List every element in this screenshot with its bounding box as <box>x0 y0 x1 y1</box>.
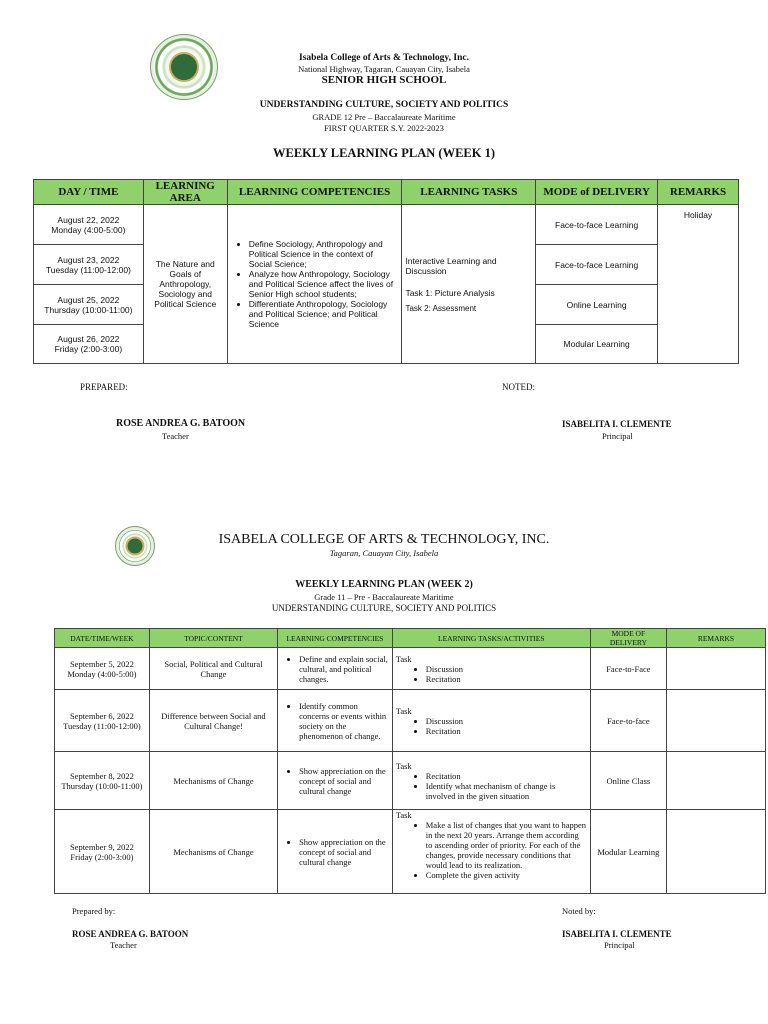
task-2: Task 2: Assessment <box>405 303 477 313</box>
teacher-name: ROSE ANDREA G. BATOON <box>116 418 246 429</box>
header-competencies: LEARNING COMPETENCIES <box>278 629 393 648</box>
task-1: Task 1: Picture Analysis <box>405 287 495 298</box>
principal-name: ISABELITA I. CLEMENTE <box>562 419 672 429</box>
plan-title: WEEKLY LEARNING PLAN (WEEK 1) <box>272 146 496 160</box>
date: September 9, 2022 <box>69 841 134 852</box>
time: Tuesday (11:00-12:00) <box>63 720 141 731</box>
competency-item: • Differentiate Anthropology, Sociology and Political Science; and Political Science <box>249 299 399 329</box>
task-item: • Recitation <box>426 674 587 684</box>
header-date-time: DATE/TIME/WEEK <box>55 629 150 648</box>
subject-title: UNDERSTANDING CULTURE, SOCIETY AND POLITICS <box>271 603 497 613</box>
time: Friday (2:00-3:00) <box>70 851 134 862</box>
date-cell <box>34 325 144 364</box>
weekly-plan-table <box>54 628 766 894</box>
task-label: Task <box>395 760 412 771</box>
tasks-cell <box>392 648 590 690</box>
date: September 5, 2022 <box>69 658 134 669</box>
topic-cell: Social, Political and Cultural Change <box>149 648 277 690</box>
header-topic: TOPIC/CONTENT <box>149 629 277 648</box>
teacher-role: Teacher <box>110 940 137 950</box>
subject-title: UNDERSTANDING CULTURE, SOCIETY AND POLITICS <box>259 100 509 110</box>
date: August 23, 2022 <box>57 254 120 265</box>
date: September 8, 2022 <box>69 770 134 781</box>
header-competencies: LEARNING COMPETENCIES <box>227 180 402 205</box>
date-cell <box>34 205 144 245</box>
grade-level: GRADE 12 Pre – Baccalaureate Maritime <box>312 112 456 122</box>
task-item: • Complete the given activity <box>426 870 587 880</box>
header-mode: MODE OF DELIVERY <box>590 629 666 648</box>
task-label: Task <box>395 810 412 820</box>
mode-cell: Modular Learning <box>536 325 658 364</box>
mode-cell: Online Learning <box>536 285 658 325</box>
header-remarks: REMARKS <box>658 180 739 205</box>
mode-cell: Face-to-Face <box>590 648 666 690</box>
time: Tuesday (11:00-12:00) <box>45 264 131 275</box>
noted-label: Noted by: <box>562 906 596 916</box>
principal-role: Principal <box>602 431 633 441</box>
competencies-cell <box>227 205 402 364</box>
competency-item: • Show appreciation on the concept of social and cultural change <box>299 837 389 867</box>
task-item: • Recitation <box>426 771 587 781</box>
date-cell <box>55 752 150 810</box>
date-cell <box>55 648 150 690</box>
time: Friday (2:00-3:00) <box>54 344 123 354</box>
department: SENIOR HIGH SCHOOL <box>321 74 447 86</box>
task-label: Task <box>395 653 412 664</box>
time: Monday (4:00-5:00) <box>67 668 137 679</box>
competency-cell <box>278 810 393 894</box>
header-learning-area: LEARNING AREA <box>143 180 227 205</box>
remarks-cell <box>666 752 765 810</box>
date-cell <box>55 690 150 752</box>
mode-cell: Face-to-face Learning <box>536 205 658 245</box>
quarter: FIRST QUARTER S.Y. 2022-2023 <box>324 123 444 133</box>
topic-cell: Difference between Social and Cultural Change! <box>149 690 277 752</box>
competency-cell <box>278 752 393 810</box>
weekly-plan-table <box>33 179 739 364</box>
teacher-name: ROSE ANDREA G. BATOON <box>72 929 189 939</box>
header-mode: MODE of DELIVERY <box>536 180 658 205</box>
competency-item: • Define Sociology, Anthropology and Political Science in the context of Social Science; <box>249 239 399 269</box>
header-tasks: LEARNING TASKS <box>402 180 536 205</box>
remarks-cell <box>666 690 765 752</box>
tasks-cell <box>392 690 590 752</box>
task-item: • Discussion <box>426 716 587 726</box>
mode-cell: Face-to-face <box>590 690 666 752</box>
remarks-cell <box>666 810 765 894</box>
date: August 25, 2022 <box>57 294 120 305</box>
mode-cell: Modular Learning <box>590 810 666 894</box>
competency-item: • Analyze how Anthropology, Sociology and Political Science affect the lives of Senior High school students; <box>249 269 399 299</box>
grade-level: Grade 11 – Pre - Baccalaureate Maritime <box>314 592 454 602</box>
header-remarks: REMARKS <box>666 629 765 648</box>
competency-item: • Show appreciation on the concept of social and cultural change <box>299 766 389 796</box>
time: Thursday (10:00-11:00) <box>44 304 133 315</box>
noted-label: NOTED: <box>502 382 535 392</box>
date: August 22, 2022 <box>57 214 120 225</box>
date-cell <box>34 285 144 325</box>
plan-title: WEEKLY LEARNING PLAN (WEEK 2) <box>295 579 473 590</box>
date-cell <box>34 245 144 285</box>
task-intro: Interactive Learning and Discussion <box>405 255 497 276</box>
competency-item: • Identify common concerns or events within society on the phenomenon of change. <box>299 701 389 741</box>
prepared-label: PREPARED: <box>80 382 128 392</box>
header-day-time: DAY / TIME <box>34 180 144 205</box>
principal-role: Principal <box>604 940 635 950</box>
prepared-label: Prepared by: <box>72 906 116 916</box>
tasks-cell <box>392 752 590 810</box>
header-tasks: LEARNING TASKS/ACTIVITIES <box>392 629 590 648</box>
learning-area: The Nature and Goals of Anthropology, Sociology and Political Science <box>143 205 227 364</box>
task-item: • Recitation <box>426 726 587 736</box>
topic-cell: Mechanisms of Change <box>149 752 277 810</box>
date: September 6, 2022 <box>69 710 134 721</box>
date: August 26, 2022 <box>57 334 120 344</box>
school-name: ISABELA COLLEGE OF ARTS & TECHNOLOGY, INC. <box>218 532 550 547</box>
tasks-cell <box>392 810 590 894</box>
time: Thursday (10:00-11:00) <box>61 780 143 791</box>
tasks-cell <box>402 205 536 364</box>
time: Monday (4:00-5:00) <box>51 224 126 235</box>
remarks-cell: Holiday <box>658 205 739 364</box>
task-item: • Identify what mechanism of change is involved in the given situation <box>426 781 587 801</box>
school-name: Isabela College of Arts & Technology, Inc. <box>299 53 469 63</box>
remarks-cell <box>666 648 765 690</box>
competency-cell <box>278 690 393 752</box>
mode-cell: Online Class <box>590 752 666 810</box>
topic-cell: Mechanisms of Change <box>149 810 277 894</box>
principal-name: ISABELITA I. CLEMENTE <box>562 929 672 939</box>
date-cell <box>55 810 150 894</box>
competency-cell <box>278 648 393 690</box>
task-item: • Make a list of changes that you want to happen in the next 20 years. Arrange them according to ascending order of priority. For each of the changes, provide necessary conditions that would lead to its realization. <box>426 820 587 870</box>
mode-cell: Face-to-face Learning <box>536 245 658 285</box>
school-address: Tagaran, Cauayan City, Isabela <box>329 548 439 558</box>
task-label: Task <box>395 705 412 716</box>
teacher-role: Teacher <box>162 431 189 441</box>
competency-item: • Define and explain social, cultural, and political changes. <box>299 654 389 684</box>
school-address: National Highway, Tagaran, Cauayan City, Isabela <box>298 64 470 74</box>
task-item: • Discussion <box>426 664 587 674</box>
